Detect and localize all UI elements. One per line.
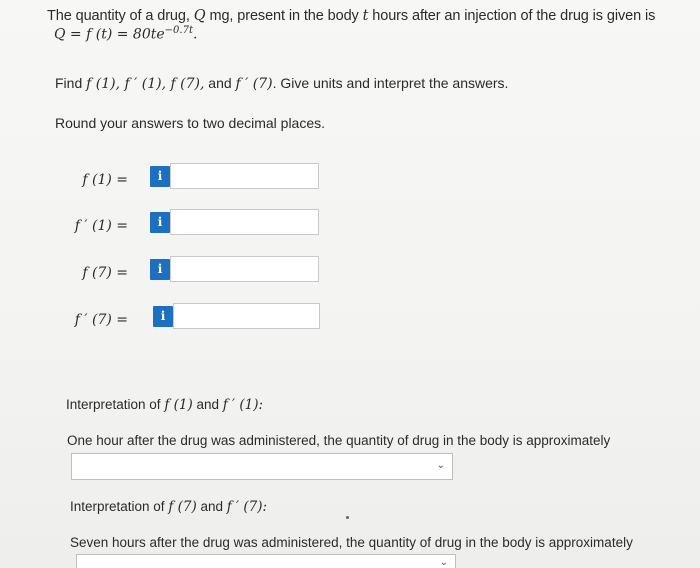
interp-2-and: and: [196, 499, 227, 514]
interp-1-math-a: f (1): [164, 397, 193, 413]
answer-label-f7: f (7) =: [82, 265, 128, 281]
intro-var-t: t: [362, 8, 369, 24]
intro-var-q: Q: [193, 8, 206, 24]
intro-text-b: mg, present in the body: [205, 8, 363, 24]
info-icon[interactable]: i: [150, 166, 170, 187]
interpretation-1-dropdown[interactable]: [71, 453, 453, 480]
formula-main: Q = f (t) = 80te: [54, 26, 165, 43]
answer-label-f1: f (1) =: [82, 172, 128, 188]
chevron-down-icon: ⌄: [439, 557, 448, 568]
intro-text-a: The quantity of a drug,: [47, 8, 194, 24]
interpretation-1-title: [66, 397, 263, 413]
interp-1-and: and: [192, 397, 223, 412]
find-prefix: Find: [55, 75, 87, 91]
find-suffix: . Give units and interpret the answers.: [272, 75, 509, 91]
find-and: and: [204, 75, 236, 91]
drug-formula: [54, 25, 197, 43]
interp-2-prefix: Interpretation of: [70, 499, 169, 514]
interpretation-1-text: One hour after the drug was administered, the quantity of drug in the body is approximately: [67, 433, 611, 448]
interpretation-2-text: Seven hours after the drug was administered, the quantity of drug in the body is approximately: [70, 535, 633, 550]
answer-input-f1[interactable]: [170, 163, 319, 189]
answer-row-f1: [60, 166, 128, 196]
interpretation-2-dropdown[interactable]: [76, 554, 456, 568]
info-icon[interactable]: i: [150, 212, 170, 233]
info-icon[interactable]: i: [153, 306, 173, 327]
interp-1-prefix: Interpretation of: [66, 397, 165, 412]
answer-row-f7: [60, 259, 128, 289]
interp-2-math-b: f ′ (7):: [226, 499, 268, 515]
answer-input-fp7[interactable]: [173, 303, 320, 329]
interp-1-math-b: f ′ (1):: [222, 397, 264, 413]
find-instruction: [55, 75, 508, 92]
intro-text-c: hours after an injection of the drug is given is: [368, 8, 656, 24]
answer-row-fp1: [60, 212, 128, 242]
answer-input-fp1[interactable]: [170, 209, 319, 235]
answer-label-fp1: f ′ (1) =: [74, 218, 128, 234]
interp-2-math-a: f (7): [168, 499, 197, 515]
answer-row-fp7: [60, 306, 128, 336]
interpretation-2-title: [70, 499, 267, 515]
info-icon[interactable]: i: [150, 259, 170, 280]
find-math-2: f ′ (7): [235, 76, 273, 92]
find-math: f (1), f ′ (1), f (7),: [86, 76, 205, 92]
formula-end: .: [192, 26, 198, 43]
answer-input-f7[interactable]: [170, 256, 319, 282]
rounding-instruction: Round your answers to two decimal places.: [55, 115, 326, 131]
formula-exponent: −0.7t: [164, 25, 193, 36]
question-intro: [47, 7, 655, 26]
cursor-dot: [346, 516, 349, 519]
answer-label-fp7: f ′ (7) =: [74, 312, 128, 328]
chevron-down-icon: ⌄: [436, 460, 445, 471]
